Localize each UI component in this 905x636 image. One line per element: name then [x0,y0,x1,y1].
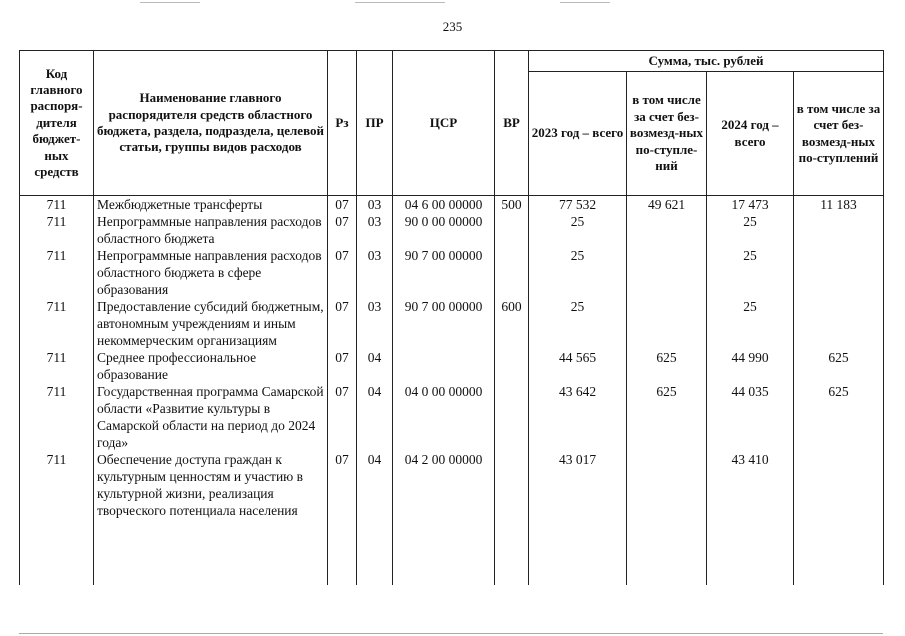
cell-2023-gratis: 625 [627,383,707,451]
cell-vr [495,451,529,519]
cell-csr: 04 2 00 00000 [393,451,495,519]
cell-2024-total: 44 035 [707,383,794,451]
cell-2023-total: 44 565 [529,349,627,383]
table-filler-row [20,519,884,585]
table-row [20,383,884,451]
table-row [20,213,884,247]
cell-2024-gratis [794,451,884,519]
cell-vr [495,213,529,247]
cell-2023-total: 25 [529,298,627,349]
header-2024-total: 2024 год – всего [707,72,794,196]
cell-name: Государственная программа Самарской области «Развитие культуры в Самарской области на период до 2024 года» [94,383,328,451]
cell-vr: 500 [495,196,529,214]
header-vr: ВР [495,51,529,196]
cell-pr: 04 [357,451,393,519]
cell-rz: 07 [328,349,357,383]
cell-pr: 04 [357,349,393,383]
cell-2024-total: 44 990 [707,349,794,383]
cell-rz: 07 [328,213,357,247]
cell-2023-total: 43 642 [529,383,627,451]
table-row [20,247,884,298]
cell-rz: 07 [328,298,357,349]
cell-code: 711 [20,196,94,214]
cell-rz: 07 [328,196,357,214]
cell-2023-total: 43 017 [529,451,627,519]
cell-name: Среднее профессиональное образование [94,349,328,383]
table-row [20,298,884,349]
header-2023-total: 2023 год – всего [529,72,627,196]
header-2024-gratis: в том числе за счет без-возмезд-ных по-ступлений [794,72,884,196]
cell-vr: 600 [495,298,529,349]
cell-rz: 07 [328,451,357,519]
cell-code: 711 [20,247,94,298]
header-code: Код главного распоря-дителя бюджет-ных средств [20,51,94,196]
cell-code: 711 [20,451,94,519]
cell-2023-total: 77 532 [529,196,627,214]
cell-2024-total: 43 410 [707,451,794,519]
cell-pr: 03 [357,247,393,298]
cell-2023-gratis: 49 621 [627,196,707,214]
cell-2023-gratis [627,451,707,519]
cell-2023-total: 25 [529,247,627,298]
table-row [20,349,884,383]
cell-pr: 04 [357,383,393,451]
cell-pr: 03 [357,298,393,349]
cell-vr [495,247,529,298]
cell-csr: 04 6 00 00000 [393,196,495,214]
cell-rz: 07 [328,247,357,298]
cell-pr: 03 [357,196,393,214]
cell-2024-gratis [794,247,884,298]
bottom-rule [19,633,883,634]
cell-code: 711 [20,298,94,349]
cell-csr: 90 0 00 00000 [393,213,495,247]
cell-2024-gratis: 625 [794,349,884,383]
table-row [20,451,884,519]
header-2023-gratis: в том числе за счет без-возмезд-ных по-ступле-ний [627,72,707,196]
cell-code: 711 [20,213,94,247]
cell-2023-gratis: 625 [627,349,707,383]
budget-table [19,50,884,585]
header-name: Наименование главного распорядителя средств областного бюджета, раздела, подраздела, целевой статьи, группы видов расходов [94,51,328,196]
cell-csr [393,349,495,383]
cell-2024-total: 17 473 [707,196,794,214]
cell-name: Обеспечение доступа граждан к культурным ценностям и участию в культурной жизни, реализация творческого потенциала населения [94,451,328,519]
cell-2024-total: 25 [707,213,794,247]
cell-csr: 04 0 00 00000 [393,383,495,451]
cell-2024-gratis [794,213,884,247]
header-csr: ЦСР [393,51,495,196]
header-pr: ПР [357,51,393,196]
cell-name: Непрограммные направления расходов областного бюджета [94,213,328,247]
cell-csr: 90 7 00 00000 [393,247,495,298]
cell-2024-gratis: 11 183 [794,196,884,214]
cell-pr: 03 [357,213,393,247]
cell-csr: 90 7 00 00000 [393,298,495,349]
page-number: 235 [442,19,463,34]
cell-rz: 07 [328,383,357,451]
table-row [20,196,884,214]
cell-2024-gratis [794,298,884,349]
cell-2023-gratis [627,247,707,298]
cell-vr [495,383,529,451]
cell-2023-gratis [627,298,707,349]
cell-name: Непрограммные направления расходов областного бюджета в сфере образования [94,247,328,298]
cell-2024-gratis: 625 [794,383,884,451]
cell-code: 711 [20,349,94,383]
cell-2024-total: 25 [707,247,794,298]
header-sum-group: Сумма, тыс. рублей [529,51,884,72]
cell-name: Межбюджетные трансферты [94,196,328,214]
cell-2023-gratis [627,213,707,247]
cell-name: Предоставление субсидий бюджетным, автономным учреждениям и иным некоммерческим организациям [94,298,328,349]
cell-2023-total: 25 [529,213,627,247]
header-rz: Рз [328,51,357,196]
cell-code: 711 [20,383,94,451]
cell-vr [495,349,529,383]
cell-2024-total: 25 [707,298,794,349]
